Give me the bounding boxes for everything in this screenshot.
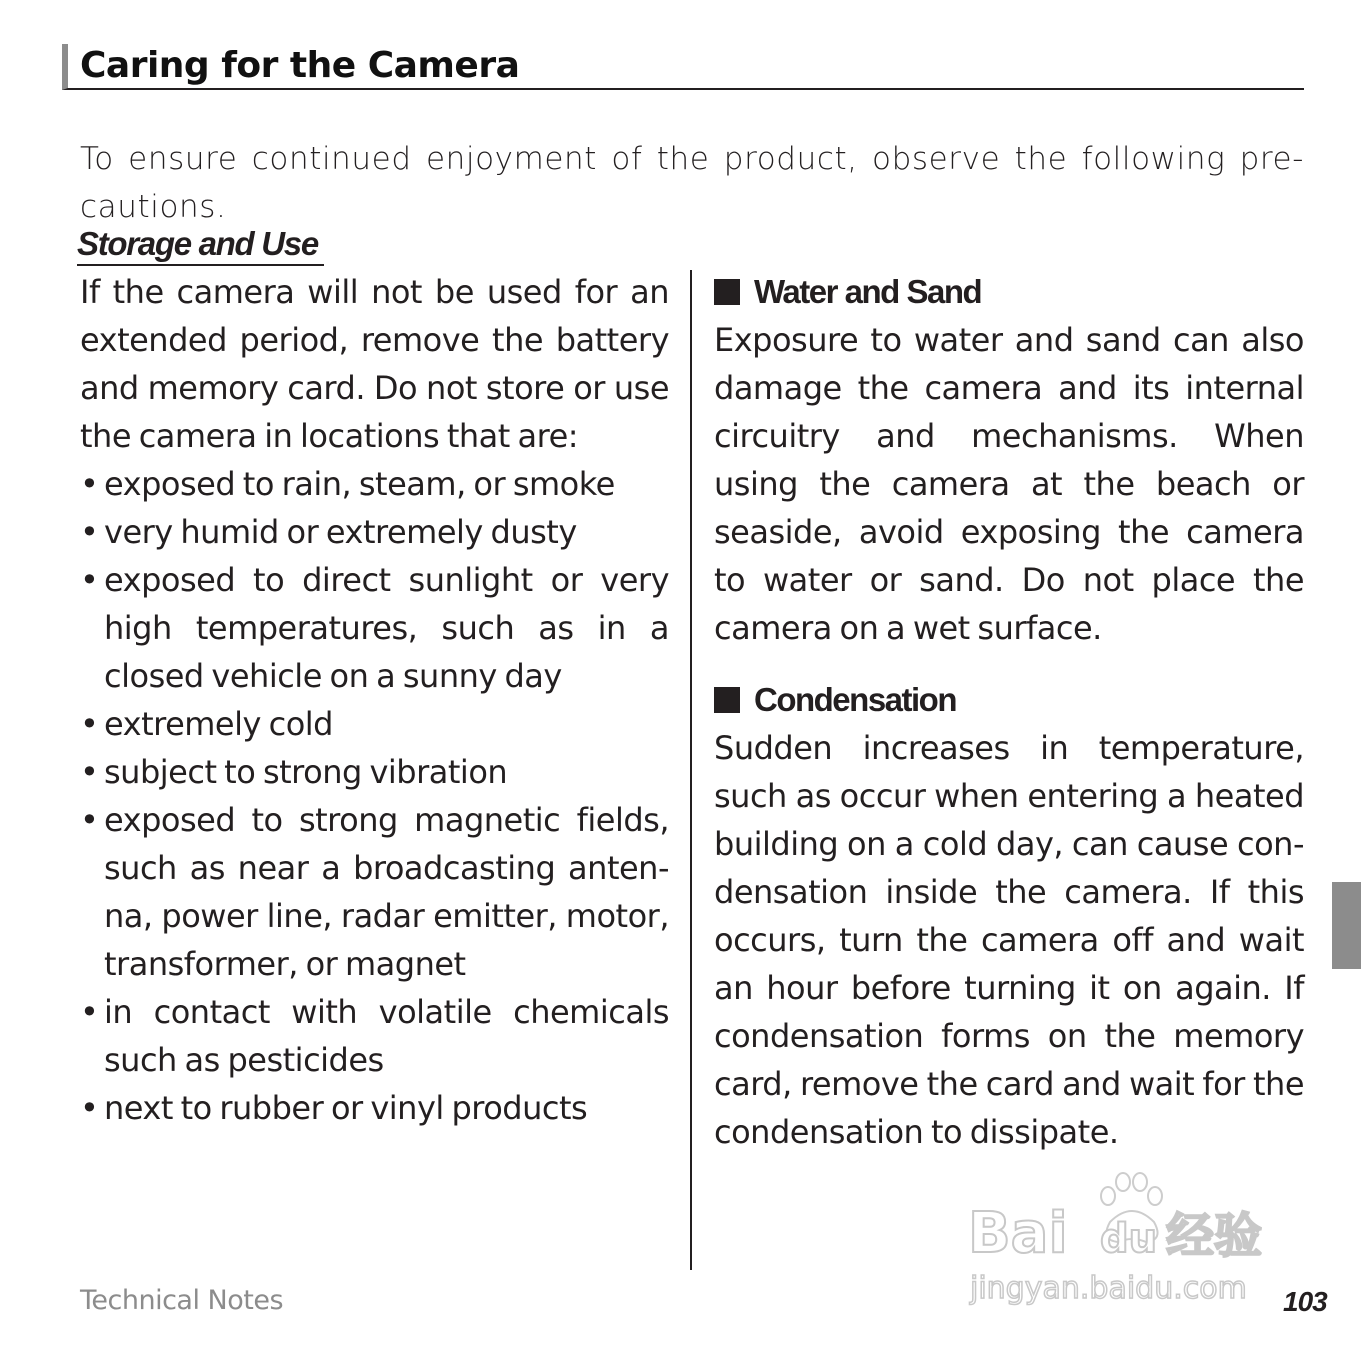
condensation-heading [714, 676, 1304, 724]
condensation-paragraph: Sudden increases in temperature, such as occur when entering a heated building on a cold day, can cause con-densation inside the camera. If this occurs, turn the camera off and wait an hour before turning it on again. If condensation forms on the memory card, remove the card and wait for the condensation to dissipate. [714, 729, 1304, 1151]
list-item: • exposed to rain, steam, or smoke [80, 460, 669, 508]
page-title-text: Caring for the Camera [80, 45, 520, 86]
list-item: • in contact with volatile chemicals such as pesticides [80, 988, 669, 1084]
svg-text:Bai: Bai [968, 1201, 1068, 1266]
list-item: • extremely cold [80, 700, 669, 748]
storage-list [80, 460, 669, 1132]
list-item: • very humid or extremely dusty [80, 508, 669, 556]
svg-text:经验: 经验 [1166, 1208, 1263, 1264]
square-bullet-icon [714, 687, 740, 713]
column-divider [690, 270, 692, 1270]
section-tab-marker [1332, 882, 1361, 969]
page-number: 103 [1283, 1286, 1327, 1317]
condensation-heading-text: Condensation [754, 681, 956, 718]
square-bullet-icon [714, 279, 740, 305]
page-title [62, 44, 1304, 90]
left-column [80, 268, 669, 1132]
water-heading [714, 268, 1304, 316]
svg-text:du: du [1100, 1216, 1158, 1262]
water-paragraph: Exposure to water and sand can also damage the camera and its internal circuitry and mechanisms. When using the camera at the beach or seaside, avoid exposing the camera to water or sand. Do not place the camera on a wet surface. [714, 321, 1304, 647]
intro-text: To ensure continued enjoyment of the product, observe the following pre-cautions. [80, 141, 1304, 225]
water-heading-text: Water and Sand [754, 273, 982, 310]
list-item: • exposed to strong magnetic fields, such as near a broadcasting anten-na, power line, radar emitter, motor, transformer, or magnet [80, 796, 669, 988]
footer-section-label: Technical Notes [80, 1285, 284, 1316]
list-item: • subject to strong vibration [80, 748, 669, 796]
list-item: • exposed to direct sunlight or very high temperatures, such as in a closed vehicle on a sunny day [80, 556, 669, 700]
list-item: • next to rubber or vinyl products [80, 1084, 669, 1132]
storage-paragraph: If the camera will not be used for an extended period, remove the battery and memory card. Do not store or use the camera in locations that are: [80, 273, 669, 455]
baidu-watermark-logo [960, 1160, 1280, 1310]
right-column [714, 268, 1304, 1156]
svg-text:jingyan.baidu.com: jingyan.baidu.com [970, 1271, 1247, 1306]
storage-heading: Storage and Use [77, 224, 324, 266]
